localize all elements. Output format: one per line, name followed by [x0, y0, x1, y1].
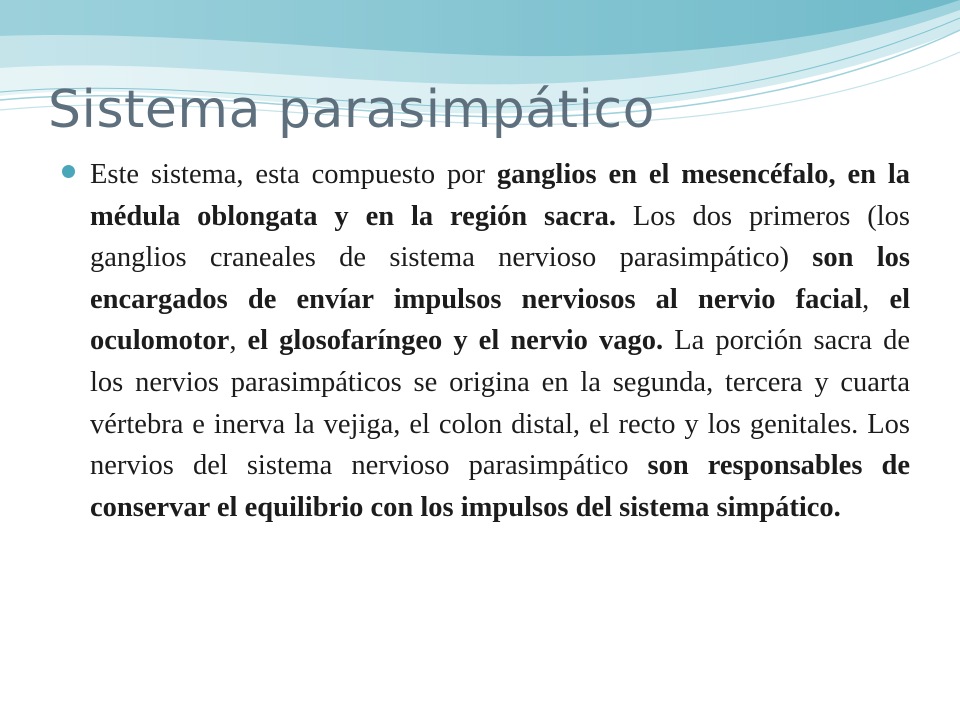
slide-title: Sistema parasimpático	[48, 80, 655, 140]
bullet-paragraph	[90, 154, 910, 528]
text-run-bold: el oculomotor	[90, 283, 911, 357]
text-run: ,	[229, 325, 248, 357]
bullet-item	[62, 154, 910, 528]
text-run: La porción sacra de los nervios parasimpáticos se origina en la segunda, tercera y cuarta vértebra e inerva la vejiga, el colon distal, el recto y los genitales. Los nervios del sistema nervioso parasimpático	[90, 325, 910, 482]
slide-content	[62, 154, 910, 528]
text-run: Los dos primeros (los ganglios craneales de sistema nervioso parasimpático)	[90, 200, 910, 274]
text-run-bold: ganglios en el mesencéfalo, en la médula oblongata y en la región sacra.	[90, 159, 910, 232]
text-run: Este sistema, esta compuesto por	[90, 159, 497, 190]
bullet-dot-icon	[62, 165, 75, 178]
text-run: ,	[862, 283, 890, 315]
text-run-bold: el glosofaríngeo y el nervio vago.	[247, 325, 664, 357]
text-run-bold: son los encargados de envíar impulsos nerviosos al nervio facial	[90, 242, 910, 315]
text-run-bold: son responsables de conservar el equilibrio con los impulsos del sistema simpático.	[90, 450, 910, 523]
